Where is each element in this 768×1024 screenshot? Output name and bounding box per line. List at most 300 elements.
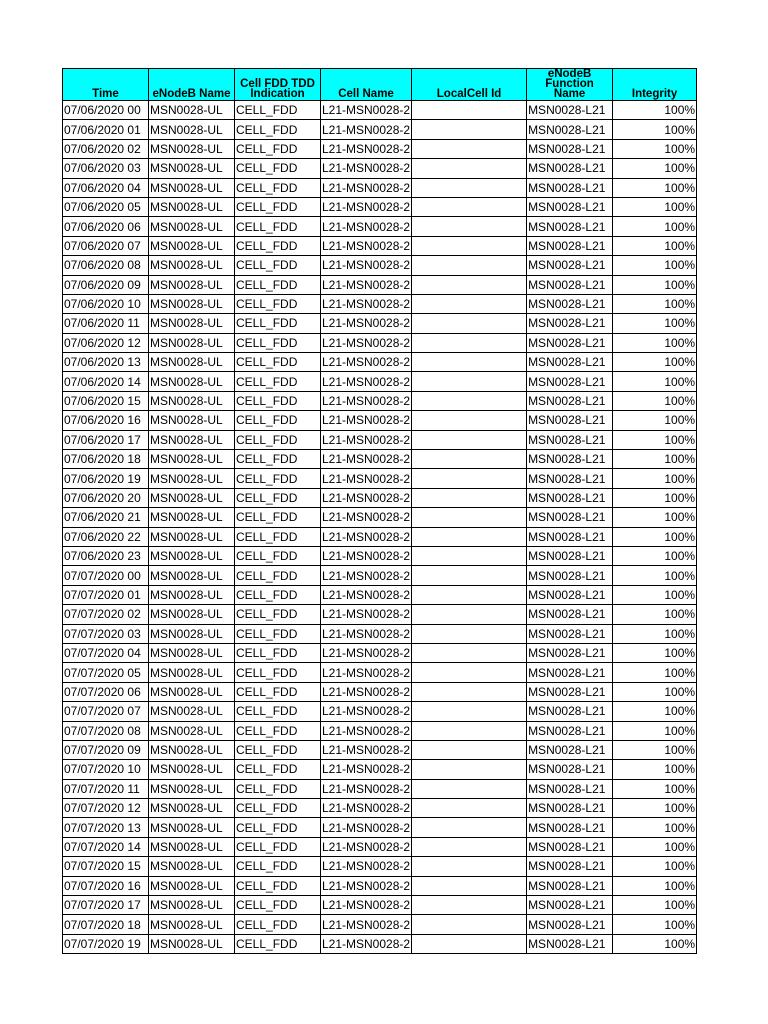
header-time[interactable]: Time — [63, 69, 149, 101]
cell-localcell-id[interactable] — [412, 178, 527, 197]
cell-localcell-id[interactable] — [412, 353, 527, 372]
cell-localcell-id[interactable] — [412, 585, 527, 604]
cell-enodeb-name[interactable]: MSN0028-UL — [149, 585, 235, 604]
cell-localcell-id[interactable] — [412, 818, 527, 837]
cell-integrity[interactable]: 100% — [613, 217, 697, 236]
cell-localcell-id[interactable] — [412, 799, 527, 818]
cell-enodeb-function-name[interactable]: MSN0028-L21 — [527, 857, 613, 876]
cell-fdd-tdd-indication[interactable]: CELL_FDD — [235, 740, 321, 759]
cell-integrity[interactable]: 100% — [613, 605, 697, 624]
cell-fdd-tdd-indication[interactable]: CELL_FDD — [235, 585, 321, 604]
cell-enodeb-name[interactable]: MSN0028-UL — [149, 546, 235, 565]
header-cell-fdd-tdd-indication[interactable]: Cell FDD TDD Indication — [235, 69, 321, 101]
cell-time[interactable]: 07/07/2020 12 — [63, 799, 149, 818]
cell-integrity[interactable]: 100% — [613, 566, 697, 585]
cell-enodeb-name[interactable]: MSN0028-UL — [149, 934, 235, 953]
cell-fdd-tdd-indication[interactable]: CELL_FDD — [235, 527, 321, 546]
cell-enodeb-function-name[interactable]: MSN0028-L21 — [527, 430, 613, 449]
cell-cell-name[interactable]: L21-MSN0028-2 — [321, 799, 412, 818]
cell-enodeb-function-name[interactable]: MSN0028-L21 — [527, 178, 613, 197]
cell-localcell-id[interactable] — [412, 469, 527, 488]
cell-cell-name[interactable]: L21-MSN0028-2 — [321, 837, 412, 856]
cell-time[interactable]: 07/06/2020 12 — [63, 333, 149, 352]
cell-enodeb-function-name[interactable]: MSN0028-L21 — [527, 411, 613, 430]
cell-enodeb-function-name[interactable]: MSN0028-L21 — [527, 605, 613, 624]
cell-localcell-id[interactable] — [412, 294, 527, 313]
cell-enodeb-function-name[interactable]: MSN0028-L21 — [527, 372, 613, 391]
cell-time[interactable]: 07/06/2020 22 — [63, 527, 149, 546]
cell-fdd-tdd-indication[interactable]: CELL_FDD — [235, 702, 321, 721]
cell-enodeb-function-name[interactable]: MSN0028-L21 — [527, 450, 613, 469]
cell-cell-name[interactable]: L21-MSN0028-2 — [321, 217, 412, 236]
cell-cell-name[interactable]: L21-MSN0028-2 — [321, 643, 412, 662]
cell-cell-name[interactable]: L21-MSN0028-2 — [321, 391, 412, 410]
cell-cell-name[interactable]: L21-MSN0028-2 — [321, 372, 412, 391]
cell-localcell-id[interactable] — [412, 896, 527, 915]
cell-enodeb-name[interactable]: MSN0028-UL — [149, 391, 235, 410]
cell-enodeb-name[interactable]: MSN0028-UL — [149, 372, 235, 391]
cell-fdd-tdd-indication[interactable]: CELL_FDD — [235, 217, 321, 236]
cell-enodeb-name[interactable]: MSN0028-UL — [149, 275, 235, 294]
cell-fdd-tdd-indication[interactable]: CELL_FDD — [235, 430, 321, 449]
cell-localcell-id[interactable] — [412, 314, 527, 333]
cell-integrity[interactable]: 100% — [613, 896, 697, 915]
cell-enodeb-function-name[interactable]: MSN0028-L21 — [527, 469, 613, 488]
cell-integrity[interactable]: 100% — [613, 818, 697, 837]
cell-enodeb-name[interactable]: MSN0028-UL — [149, 566, 235, 585]
cell-cell-name[interactable]: L21-MSN0028-2 — [321, 740, 412, 759]
cell-localcell-id[interactable] — [412, 566, 527, 585]
cell-enodeb-function-name[interactable]: MSN0028-L21 — [527, 682, 613, 701]
cell-enodeb-name[interactable]: MSN0028-UL — [149, 217, 235, 236]
cell-enodeb-name[interactable]: MSN0028-UL — [149, 740, 235, 759]
cell-time[interactable]: 07/07/2020 06 — [63, 682, 149, 701]
cell-enodeb-name[interactable]: MSN0028-UL — [149, 101, 235, 120]
cell-localcell-id[interactable] — [412, 779, 527, 798]
cell-enodeb-function-name[interactable]: MSN0028-L21 — [527, 236, 613, 255]
cell-enodeb-name[interactable]: MSN0028-UL — [149, 197, 235, 216]
cell-enodeb-name[interactable]: MSN0028-UL — [149, 760, 235, 779]
cell-fdd-tdd-indication[interactable]: CELL_FDD — [235, 605, 321, 624]
cell-integrity[interactable]: 100% — [613, 779, 697, 798]
cell-integrity[interactable]: 100% — [613, 915, 697, 934]
cell-cell-name[interactable]: L21-MSN0028-2 — [321, 353, 412, 372]
cell-localcell-id[interactable] — [412, 508, 527, 527]
cell-enodeb-function-name[interactable]: MSN0028-L21 — [527, 488, 613, 507]
cell-time[interactable]: 07/06/2020 16 — [63, 411, 149, 430]
cell-time[interactable]: 07/06/2020 06 — [63, 217, 149, 236]
cell-time[interactable]: 07/06/2020 00 — [63, 101, 149, 120]
cell-enodeb-name[interactable]: MSN0028-UL — [149, 353, 235, 372]
cell-localcell-id[interactable] — [412, 624, 527, 643]
cell-localcell-id[interactable] — [412, 702, 527, 721]
cell-enodeb-name[interactable]: MSN0028-UL — [149, 915, 235, 934]
cell-cell-name[interactable]: L21-MSN0028-2 — [321, 546, 412, 565]
cell-fdd-tdd-indication[interactable]: CELL_FDD — [235, 411, 321, 430]
cell-integrity[interactable]: 100% — [613, 391, 697, 410]
cell-enodeb-name[interactable]: MSN0028-UL — [149, 139, 235, 158]
cell-enodeb-name[interactable]: MSN0028-UL — [149, 896, 235, 915]
cell-cell-name[interactable]: L21-MSN0028-2 — [321, 508, 412, 527]
cell-time[interactable]: 07/06/2020 03 — [63, 159, 149, 178]
cell-time[interactable]: 07/07/2020 08 — [63, 721, 149, 740]
cell-fdd-tdd-indication[interactable]: CELL_FDD — [235, 391, 321, 410]
cell-time[interactable]: 07/06/2020 13 — [63, 353, 149, 372]
cell-enodeb-name[interactable]: MSN0028-UL — [149, 508, 235, 527]
cell-fdd-tdd-indication[interactable]: CELL_FDD — [235, 256, 321, 275]
cell-integrity[interactable]: 100% — [613, 934, 697, 953]
cell-enodeb-name[interactable]: MSN0028-UL — [149, 411, 235, 430]
cell-cell-name[interactable]: L21-MSN0028-2 — [321, 236, 412, 255]
cell-fdd-tdd-indication[interactable]: CELL_FDD — [235, 508, 321, 527]
cell-cell-name[interactable]: L21-MSN0028-2 — [321, 139, 412, 158]
cell-fdd-tdd-indication[interactable]: CELL_FDD — [235, 546, 321, 565]
cell-cell-name[interactable]: L21-MSN0028-2 — [321, 702, 412, 721]
cell-fdd-tdd-indication[interactable]: CELL_FDD — [235, 663, 321, 682]
cell-fdd-tdd-indication[interactable]: CELL_FDD — [235, 837, 321, 856]
cell-enodeb-function-name[interactable]: MSN0028-L21 — [527, 566, 613, 585]
cell-cell-name[interactable]: L21-MSN0028-2 — [321, 624, 412, 643]
cell-fdd-tdd-indication[interactable]: CELL_FDD — [235, 139, 321, 158]
cell-integrity[interactable]: 100% — [613, 139, 697, 158]
cell-localcell-id[interactable] — [412, 546, 527, 565]
cell-integrity[interactable]: 100% — [613, 663, 697, 682]
cell-enodeb-function-name[interactable]: MSN0028-L21 — [527, 256, 613, 275]
cell-time[interactable]: 07/06/2020 17 — [63, 430, 149, 449]
cell-enodeb-function-name[interactable]: MSN0028-L21 — [527, 837, 613, 856]
cell-cell-name[interactable]: L21-MSN0028-2 — [321, 430, 412, 449]
cell-enodeb-function-name[interactable]: MSN0028-L21 — [527, 159, 613, 178]
cell-cell-name[interactable]: L21-MSN0028-2 — [321, 663, 412, 682]
cell-time[interactable]: 07/06/2020 01 — [63, 120, 149, 139]
cell-enodeb-name[interactable]: MSN0028-UL — [149, 178, 235, 197]
cell-time[interactable]: 07/06/2020 08 — [63, 256, 149, 275]
cell-enodeb-function-name[interactable]: MSN0028-L21 — [527, 663, 613, 682]
cell-time[interactable]: 07/06/2020 11 — [63, 314, 149, 333]
cell-integrity[interactable]: 100% — [613, 197, 697, 216]
cell-integrity[interactable]: 100% — [613, 333, 697, 352]
cell-integrity[interactable]: 100% — [613, 372, 697, 391]
cell-enodeb-name[interactable]: MSN0028-UL — [149, 469, 235, 488]
cell-cell-name[interactable]: L21-MSN0028-2 — [321, 159, 412, 178]
cell-cell-name[interactable]: L21-MSN0028-2 — [321, 178, 412, 197]
cell-cell-name[interactable]: L21-MSN0028-2 — [321, 760, 412, 779]
cell-time[interactable]: 07/07/2020 11 — [63, 779, 149, 798]
cell-enodeb-function-name[interactable]: MSN0028-L21 — [527, 294, 613, 313]
cell-fdd-tdd-indication[interactable]: CELL_FDD — [235, 643, 321, 662]
cell-cell-name[interactable]: L21-MSN0028-2 — [321, 934, 412, 953]
cell-localcell-id[interactable] — [412, 120, 527, 139]
cell-fdd-tdd-indication[interactable]: CELL_FDD — [235, 372, 321, 391]
cell-enodeb-name[interactable]: MSN0028-UL — [149, 857, 235, 876]
cell-fdd-tdd-indication[interactable]: CELL_FDD — [235, 469, 321, 488]
cell-enodeb-name[interactable]: MSN0028-UL — [149, 643, 235, 662]
cell-localcell-id[interactable] — [412, 159, 527, 178]
cell-fdd-tdd-indication[interactable]: CELL_FDD — [235, 488, 321, 507]
cell-integrity[interactable]: 100% — [613, 876, 697, 895]
cell-integrity[interactable]: 100% — [613, 488, 697, 507]
cell-cell-name[interactable]: L21-MSN0028-2 — [321, 876, 412, 895]
cell-localcell-id[interactable] — [412, 721, 527, 740]
cell-enodeb-function-name[interactable]: MSN0028-L21 — [527, 217, 613, 236]
cell-enodeb-function-name[interactable]: MSN0028-L21 — [527, 585, 613, 604]
cell-enodeb-function-name[interactable]: MSN0028-L21 — [527, 779, 613, 798]
cell-fdd-tdd-indication[interactable]: CELL_FDD — [235, 876, 321, 895]
cell-enodeb-name[interactable]: MSN0028-UL — [149, 779, 235, 798]
cell-integrity[interactable]: 100% — [613, 314, 697, 333]
cell-cell-name[interactable]: L21-MSN0028-2 — [321, 450, 412, 469]
header-integrity[interactable]: Integrity — [613, 69, 697, 101]
cell-enodeb-function-name[interactable]: MSN0028-L21 — [527, 896, 613, 915]
header-cell-name[interactable]: Cell Name — [321, 69, 412, 101]
cell-localcell-id[interactable] — [412, 488, 527, 507]
cell-integrity[interactable]: 100% — [613, 624, 697, 643]
cell-integrity[interactable]: 100% — [613, 837, 697, 856]
cell-localcell-id[interactable] — [412, 934, 527, 953]
cell-localcell-id[interactable] — [412, 139, 527, 158]
cell-localcell-id[interactable] — [412, 760, 527, 779]
cell-integrity[interactable]: 100% — [613, 740, 697, 759]
cell-enodeb-name[interactable]: MSN0028-UL — [149, 876, 235, 895]
cell-fdd-tdd-indication[interactable]: CELL_FDD — [235, 682, 321, 701]
cell-enodeb-function-name[interactable]: MSN0028-L21 — [527, 876, 613, 895]
cell-time[interactable]: 07/07/2020 18 — [63, 915, 149, 934]
cell-fdd-tdd-indication[interactable]: CELL_FDD — [235, 197, 321, 216]
cell-fdd-tdd-indication[interactable]: CELL_FDD — [235, 353, 321, 372]
cell-cell-name[interactable]: L21-MSN0028-2 — [321, 682, 412, 701]
cell-time[interactable]: 07/07/2020 03 — [63, 624, 149, 643]
cell-enodeb-name[interactable]: MSN0028-UL — [149, 818, 235, 837]
cell-cell-name[interactable]: L21-MSN0028-2 — [321, 721, 412, 740]
cell-integrity[interactable]: 100% — [613, 469, 697, 488]
cell-time[interactable]: 07/06/2020 18 — [63, 450, 149, 469]
cell-enodeb-name[interactable]: MSN0028-UL — [149, 256, 235, 275]
cell-fdd-tdd-indication[interactable]: CELL_FDD — [235, 314, 321, 333]
cell-enodeb-name[interactable]: MSN0028-UL — [149, 799, 235, 818]
cell-enodeb-function-name[interactable]: MSN0028-L21 — [527, 101, 613, 120]
cell-enodeb-function-name[interactable]: MSN0028-L21 — [527, 546, 613, 565]
cell-localcell-id[interactable] — [412, 101, 527, 120]
cell-integrity[interactable]: 100% — [613, 101, 697, 120]
cell-integrity[interactable]: 100% — [613, 527, 697, 546]
cell-integrity[interactable]: 100% — [613, 294, 697, 313]
cell-time[interactable]: 07/07/2020 00 — [63, 566, 149, 585]
cell-fdd-tdd-indication[interactable]: CELL_FDD — [235, 760, 321, 779]
cell-integrity[interactable]: 100% — [613, 159, 697, 178]
cell-localcell-id[interactable] — [412, 236, 527, 255]
cell-localcell-id[interactable] — [412, 915, 527, 934]
cell-fdd-tdd-indication[interactable]: CELL_FDD — [235, 779, 321, 798]
cell-integrity[interactable]: 100% — [613, 450, 697, 469]
cell-localcell-id[interactable] — [412, 605, 527, 624]
cell-time[interactable]: 07/07/2020 14 — [63, 837, 149, 856]
header-localcell-id[interactable]: LocalCell Id — [412, 69, 527, 101]
cell-enodeb-name[interactable]: MSN0028-UL — [149, 663, 235, 682]
cell-fdd-tdd-indication[interactable]: CELL_FDD — [235, 896, 321, 915]
cell-integrity[interactable]: 100% — [613, 760, 697, 779]
cell-time[interactable]: 07/06/2020 05 — [63, 197, 149, 216]
cell-integrity[interactable]: 100% — [613, 178, 697, 197]
cell-enodeb-function-name[interactable]: MSN0028-L21 — [527, 527, 613, 546]
cell-localcell-id[interactable] — [412, 391, 527, 410]
cell-cell-name[interactable]: L21-MSN0028-2 — [321, 488, 412, 507]
cell-fdd-tdd-indication[interactable]: CELL_FDD — [235, 294, 321, 313]
cell-integrity[interactable]: 100% — [613, 353, 697, 372]
cell-cell-name[interactable]: L21-MSN0028-2 — [321, 333, 412, 352]
cell-cell-name[interactable]: L21-MSN0028-2 — [321, 566, 412, 585]
cell-localcell-id[interactable] — [412, 411, 527, 430]
cell-time[interactable]: 07/07/2020 09 — [63, 740, 149, 759]
cell-integrity[interactable]: 100% — [613, 120, 697, 139]
cell-fdd-tdd-indication[interactable]: CELL_FDD — [235, 101, 321, 120]
cell-localcell-id[interactable] — [412, 430, 527, 449]
cell-time[interactable]: 07/06/2020 10 — [63, 294, 149, 313]
cell-localcell-id[interactable] — [412, 197, 527, 216]
cell-fdd-tdd-indication[interactable]: CELL_FDD — [235, 178, 321, 197]
cell-fdd-tdd-indication[interactable]: CELL_FDD — [235, 566, 321, 585]
cell-enodeb-function-name[interactable]: MSN0028-L21 — [527, 275, 613, 294]
cell-time[interactable]: 07/07/2020 13 — [63, 818, 149, 837]
cell-integrity[interactable]: 100% — [613, 585, 697, 604]
cell-integrity[interactable]: 100% — [613, 857, 697, 876]
cell-localcell-id[interactable] — [412, 450, 527, 469]
cell-cell-name[interactable]: L21-MSN0028-2 — [321, 527, 412, 546]
cell-enodeb-name[interactable]: MSN0028-UL — [149, 488, 235, 507]
cell-time[interactable]: 07/06/2020 21 — [63, 508, 149, 527]
cell-enodeb-name[interactable]: MSN0028-UL — [149, 314, 235, 333]
cell-fdd-tdd-indication[interactable]: CELL_FDD — [235, 799, 321, 818]
cell-integrity[interactable]: 100% — [613, 430, 697, 449]
cell-enodeb-name[interactable]: MSN0028-UL — [149, 682, 235, 701]
cell-enodeb-function-name[interactable]: MSN0028-L21 — [527, 353, 613, 372]
cell-fdd-tdd-indication[interactable]: CELL_FDD — [235, 236, 321, 255]
cell-cell-name[interactable]: L21-MSN0028-2 — [321, 275, 412, 294]
cell-localcell-id[interactable] — [412, 527, 527, 546]
cell-fdd-tdd-indication[interactable]: CELL_FDD — [235, 818, 321, 837]
cell-integrity[interactable]: 100% — [613, 508, 697, 527]
cell-integrity[interactable]: 100% — [613, 256, 697, 275]
cell-enodeb-name[interactable]: MSN0028-UL — [149, 702, 235, 721]
cell-cell-name[interactable]: L21-MSN0028-2 — [321, 256, 412, 275]
cell-time[interactable]: 07/07/2020 05 — [63, 663, 149, 682]
cell-time[interactable]: 07/06/2020 15 — [63, 391, 149, 410]
header-enodeb-name[interactable]: eNodeB Name — [149, 69, 235, 101]
cell-enodeb-function-name[interactable]: MSN0028-L21 — [527, 643, 613, 662]
cell-cell-name[interactable]: L21-MSN0028-2 — [321, 585, 412, 604]
cell-cell-name[interactable]: L21-MSN0028-2 — [321, 314, 412, 333]
cell-enodeb-name[interactable]: MSN0028-UL — [149, 120, 235, 139]
cell-localcell-id[interactable] — [412, 740, 527, 759]
cell-time[interactable]: 07/06/2020 09 — [63, 275, 149, 294]
cell-time[interactable]: 07/07/2020 15 — [63, 857, 149, 876]
cell-enodeb-function-name[interactable]: MSN0028-L21 — [527, 139, 613, 158]
cell-integrity[interactable]: 100% — [613, 643, 697, 662]
cell-enodeb-name[interactable]: MSN0028-UL — [149, 837, 235, 856]
cell-enodeb-name[interactable]: MSN0028-UL — [149, 430, 235, 449]
cell-time[interactable]: 07/07/2020 07 — [63, 702, 149, 721]
cell-enodeb-name[interactable]: MSN0028-UL — [149, 605, 235, 624]
cell-time[interactable]: 07/06/2020 23 — [63, 546, 149, 565]
cell-time[interactable]: 07/07/2020 16 — [63, 876, 149, 895]
cell-enodeb-function-name[interactable]: MSN0028-L21 — [527, 915, 613, 934]
cell-fdd-tdd-indication[interactable]: CELL_FDD — [235, 120, 321, 139]
cell-fdd-tdd-indication[interactable]: CELL_FDD — [235, 333, 321, 352]
cell-cell-name[interactable]: L21-MSN0028-2 — [321, 197, 412, 216]
cell-enodeb-name[interactable]: MSN0028-UL — [149, 236, 235, 255]
cell-fdd-tdd-indication[interactable]: CELL_FDD — [235, 275, 321, 294]
cell-localcell-id[interactable] — [412, 333, 527, 352]
cell-time[interactable]: 07/07/2020 04 — [63, 643, 149, 662]
cell-time[interactable]: 07/06/2020 07 — [63, 236, 149, 255]
cell-enodeb-function-name[interactable]: MSN0028-L21 — [527, 314, 613, 333]
cell-cell-name[interactable]: L21-MSN0028-2 — [321, 469, 412, 488]
cell-cell-name[interactable]: L21-MSN0028-2 — [321, 818, 412, 837]
cell-enodeb-name[interactable]: MSN0028-UL — [149, 721, 235, 740]
cell-enodeb-function-name[interactable]: MSN0028-L21 — [527, 120, 613, 139]
header-enodeb-function-name[interactable]: eNodeB Function Name — [527, 69, 613, 101]
cell-cell-name[interactable]: L21-MSN0028-2 — [321, 101, 412, 120]
cell-localcell-id[interactable] — [412, 256, 527, 275]
cell-time[interactable]: 07/07/2020 17 — [63, 896, 149, 915]
cell-localcell-id[interactable] — [412, 643, 527, 662]
cell-enodeb-function-name[interactable]: MSN0028-L21 — [527, 934, 613, 953]
cell-cell-name[interactable]: L21-MSN0028-2 — [321, 294, 412, 313]
cell-localcell-id[interactable] — [412, 876, 527, 895]
cell-cell-name[interactable]: L21-MSN0028-2 — [321, 779, 412, 798]
cell-cell-name[interactable]: L21-MSN0028-2 — [321, 605, 412, 624]
cell-enodeb-function-name[interactable]: MSN0028-L21 — [527, 508, 613, 527]
cell-cell-name[interactable]: L21-MSN0028-2 — [321, 120, 412, 139]
cell-time[interactable]: 07/06/2020 04 — [63, 178, 149, 197]
cell-cell-name[interactable]: L21-MSN0028-2 — [321, 896, 412, 915]
cell-fdd-tdd-indication[interactable]: CELL_FDD — [235, 624, 321, 643]
cell-enodeb-function-name[interactable]: MSN0028-L21 — [527, 760, 613, 779]
cell-integrity[interactable]: 100% — [613, 702, 697, 721]
cell-integrity[interactable]: 100% — [613, 682, 697, 701]
cell-localcell-id[interactable] — [412, 837, 527, 856]
cell-enodeb-function-name[interactable]: MSN0028-L21 — [527, 391, 613, 410]
cell-enodeb-function-name[interactable]: MSN0028-L21 — [527, 799, 613, 818]
cell-time[interactable]: 07/06/2020 14 — [63, 372, 149, 391]
cell-enodeb-name[interactable]: MSN0028-UL — [149, 159, 235, 178]
cell-cell-name[interactable]: L21-MSN0028-2 — [321, 915, 412, 934]
cell-enodeb-function-name[interactable]: MSN0028-L21 — [527, 740, 613, 759]
cell-fdd-tdd-indication[interactable]: CELL_FDD — [235, 934, 321, 953]
cell-localcell-id[interactable] — [412, 372, 527, 391]
cell-cell-name[interactable]: L21-MSN0028-2 — [321, 857, 412, 876]
cell-time[interactable]: 07/07/2020 01 — [63, 585, 149, 604]
cell-integrity[interactable]: 100% — [613, 275, 697, 294]
cell-enodeb-function-name[interactable]: MSN0028-L21 — [527, 818, 613, 837]
cell-enodeb-function-name[interactable]: MSN0028-L21 — [527, 624, 613, 643]
cell-cell-name[interactable]: L21-MSN0028-2 — [321, 411, 412, 430]
cell-enodeb-function-name[interactable]: MSN0028-L21 — [527, 197, 613, 216]
cell-time[interactable]: 07/07/2020 02 — [63, 605, 149, 624]
cell-integrity[interactable]: 100% — [613, 411, 697, 430]
cell-fdd-tdd-indication[interactable]: CELL_FDD — [235, 450, 321, 469]
cell-localcell-id[interactable] — [412, 857, 527, 876]
cell-localcell-id[interactable] — [412, 275, 527, 294]
cell-fdd-tdd-indication[interactable]: CELL_FDD — [235, 857, 321, 876]
cell-time[interactable]: 07/07/2020 19 — [63, 934, 149, 953]
cell-time[interactable]: 07/06/2020 20 — [63, 488, 149, 507]
cell-time[interactable]: 07/07/2020 10 — [63, 760, 149, 779]
cell-enodeb-name[interactable]: MSN0028-UL — [149, 333, 235, 352]
cell-integrity[interactable]: 100% — [613, 546, 697, 565]
cell-time[interactable]: 07/06/2020 02 — [63, 139, 149, 158]
cell-enodeb-name[interactable]: MSN0028-UL — [149, 527, 235, 546]
cell-localcell-id[interactable] — [412, 682, 527, 701]
